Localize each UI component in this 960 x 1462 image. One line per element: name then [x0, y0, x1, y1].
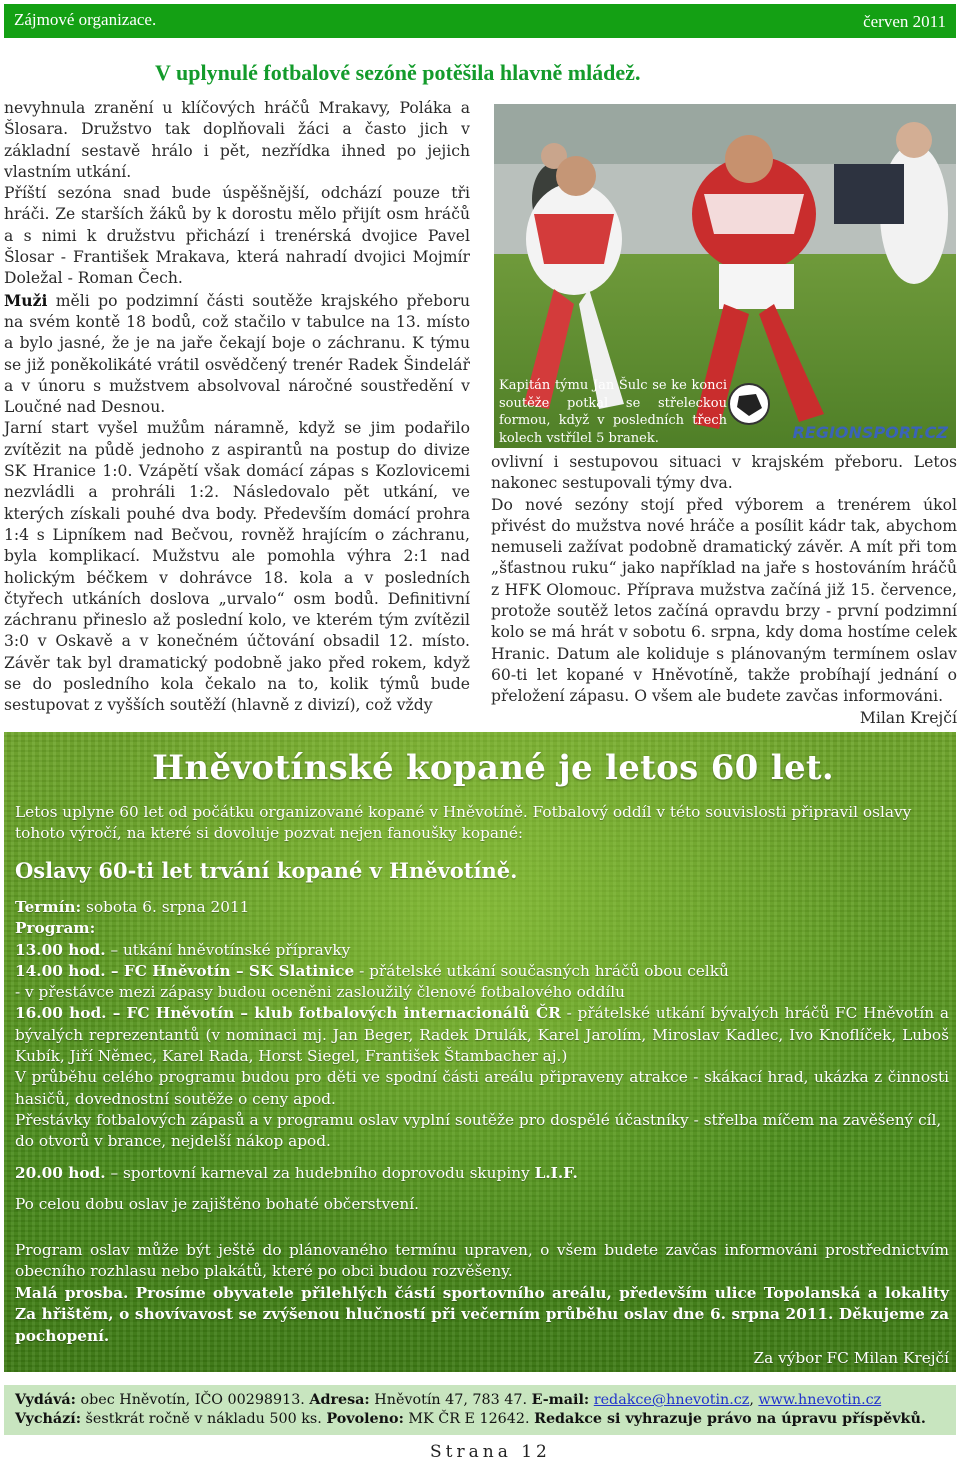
program-time: 20.00 hod. [15, 1163, 106, 1182]
program-item [15, 961, 949, 982]
website-link[interactable]: www.hnevotin.cz [758, 1392, 882, 1408]
program-match: – FC Hněvotín – SK Slatinice [105, 961, 355, 980]
program-event: – utkání hněvotínské přípravky [105, 940, 351, 959]
program-event: – sportovní karneval za hudebního doprovodu skupiny [105, 1163, 535, 1182]
residents-request [15, 1283, 949, 1347]
paragraph: nevyhnula zranění u klíčových hráčů Mrakavy, Poláka a Šlosara. Družstvo tak doplňovali žáci a často jich v základní sestavě hrálo i pět, nezřídka ihned po jejich vlastním utkání. [4, 99, 470, 181]
program-item [15, 1163, 949, 1184]
footer-text: šestkrát ročně v nákladu 500 ks. [81, 1410, 327, 1427]
footer-label: Vychází: [15, 1410, 82, 1427]
paragraph-text: měli po podzimní části soutěže krajského přeboru na svém kontě 18 bodů, což stačilo v tabulce na 13. místo a bylo jasné, že je na jaře čekají boje o záchranu. K týmu se již poněkolikáté vrátil osvědčený trenér Radek Šindelář a v únoru s mužstvem absolvoval náročné soustředění v Loučné nad Desnou. [4, 291, 470, 417]
refreshments-note: Po celou dobu oslav je zajištěno bohaté občerstvení. [15, 1194, 419, 1213]
anniversary-intro: Letos uplyne 60 let od počátku organizované kopané v Hněvotíně. Fotbalový oddíl v této souvislosti připravil oslavy tohoto výročí, na které si dovoluje pozvat nejen fanoušky kopané: [15, 803, 912, 843]
committee-signature: Za výbor FC Milan Krejčí [753, 1349, 949, 1367]
band-name: L.I.F. [534, 1163, 578, 1182]
article-right-column [491, 452, 957, 729]
program-block [15, 897, 949, 1215]
program-label [15, 918, 949, 939]
program-note: - v přestávce mezi zápasy budou oceněni zasloužilý členové fotbalového oddílu [15, 983, 625, 1002]
footer-label: Redakce si vyhrazuje právo na úpravu příspěvků. [534, 1410, 926, 1427]
bold-lead: Muži [4, 290, 48, 310]
program-event: - přátelské utkání bývalých hráčů FC Hněvotín a bývalých reprezentantů (v nominaci mj. Jan Beger, Radek Drulák, Karel Jarolím, Miroslav Kadlec, Ivo Knoflíček, Luboš Kubík, Jiří Němec, Karel Rada, Horst Siegel, František Štambacher aj.) [15, 1004, 949, 1066]
footer-text: MK ČR E 12642. [403, 1410, 535, 1427]
photo-watermark: REGIONSPORT.CZ [792, 423, 948, 442]
term-line [15, 897, 949, 918]
section-name: Zájmové organizace. [14, 10, 157, 29]
paragraph: Jarní start vyšel mužům náramně, když se jim podařilo zvítězit na půdě jednoho z aspirantů na postup do divize SK Hranice 1:0. Vzápětí však domácí zápas s Kozlovicemi nezvládli a prohráli 1:2. Následovalo pět utkání, ve kterých získali pouhé dva body. Především domácí prohra 1:4 s Lipníkem nad Bečvou, rovněž hrajícím o záchranu, byla komplikací. Mužstvu ale pomohla výhra 2:1 nad holickým béčkem v dohrávce 18. kola a v posledních čtyřech utkáních doslova „urvalo“ osm bodů. Definitivní záchranu přineslo až poslední kolo, ve kterém tým zvítězil 3:0 v Oskavě a v konečném účtování obsadil 12. místo. Závěr tak byl dramatický podobně jako před rokem, když se do posledního kola čekalo na to, kolik týmů bude sestupovat z vyšších soutěží (hlavně z divizí), což vždy [4, 419, 470, 715]
paragraph: ovlivní i sestupovou situaci v krajském přeboru. Letos nakonec sestupovali týmy dva. [491, 453, 957, 493]
paragraph [4, 290, 470, 419]
footer-label: Povoleno: [326, 1410, 404, 1427]
page-number: Strana 12 [430, 1442, 551, 1462]
paragraph: Příští sezóna snad bude úspěšnější, odchází pouze tři hráči. Ze starších žáků by k dorostu mělo přijít osm hráčů a s nimi k družstvu přichází i trenérská dvojice Pavel Šlosar - František Mrakava, která nahradí dvojici Mojmír Doležal - Roman Čech. [4, 184, 470, 288]
program-time: 13.00 hod. [15, 940, 106, 959]
issue-date: červen 2011 [863, 12, 946, 31]
kids-attractions: V průběhu celého programu budou pro děti ve spodní části areálu připraveny atrakce - skákací hrad, ukázka z činnosti hasičů, dovednostní soutěže o ceny apod. [15, 1068, 949, 1108]
program-item [15, 1003, 949, 1067]
article-left-column [4, 98, 470, 717]
photo-caption: Kapitán týmu Jan Šulc se ke konci soutěže potkal se střeleckou formou, když v posledních třech kolech vstřílel 5 branek. [499, 378, 727, 446]
footer-text: Hněvotín 47, 783 47. [369, 1392, 532, 1408]
footer-label: Vydává: [15, 1392, 76, 1408]
program-time: 16.00 hod. [15, 1004, 107, 1023]
footer-text: obec Hněvotín, IČO 00298913. [75, 1392, 310, 1408]
paragraph: Do nové sezóny stojí před výborem a trenérem úkol přivést do mužstva nové hráče a posílit kádr tak, abychom nemuseli zažívat podobně dramatický závěr. A mít při tom „šťastnou ruku“ jako například na jaře s hostováním hráčů z HFK Olomouc. Příprava mužstva začíná již 15. července, protože soutěž letos začíná opravdu brzy - první podzimní kolo se má hrát v sobotu 6. srpna, kdy doma hostíme celek Hranic. Datum ale koliduje s plánovaným termínem oslav 60-ti let kopané v Hněvotíně, takže probíhají jednání o přeložení zápasu. O všem ale budete zavčas informováni. [491, 495, 957, 706]
program-label-text: Program: [15, 919, 96, 938]
footer-line-1 [15, 1391, 945, 1410]
anniversary-title: Hněvotínské kopané je letos 60 let. [152, 748, 835, 788]
request-text: Malá prosba. Prosíme obyvatele přilehlých částí sportovního areálu, především ulice Topolanská a lokality Za hřištěm, o shovívavost se zvýšenou hlučností při večerním průběhu oslav dne 6. srpna 2011. Děkujeme za pochopení. [15, 1284, 949, 1345]
section-header-bar [4, 4, 956, 38]
publisher-footer [4, 1385, 956, 1435]
footer-line-2 [15, 1410, 945, 1429]
article-headline: V uplynulé fotbalové sezóně potěšila hlavně mládež. [155, 60, 641, 85]
anniversary-section [4, 732, 956, 1372]
celebration-subtitle: Oslavy 60-ti let trvání kopané v Hněvotíně. [15, 858, 518, 883]
term-label: Termín: [15, 898, 82, 916]
program-change-note: Program oslav může být ještě do plánovaného termínu upraven, o všem budete zavčas informováni prostřednictvím obecního rozhlasu nebo plakátů, které po obci budou rozvěšeny. [15, 1241, 949, 1281]
footer-label: Adresa: [309, 1392, 370, 1408]
term-value: sobota 6. srpna 2011 [81, 898, 250, 916]
program-match: – FC Hněvotín – klub fotbalových internacionálů ČR [106, 1004, 561, 1023]
footer-label: E-mail: [531, 1392, 590, 1408]
program-event: - přátelské utkání současných hráčů obou celků [354, 961, 729, 980]
program-item [15, 940, 949, 961]
program-time: 14.00 hod. [15, 961, 106, 980]
footer-separator: , [749, 1392, 759, 1408]
author-signature: Milan Krejčí [859, 708, 957, 727]
email-link[interactable]: redakce@hnevotin.cz [593, 1392, 750, 1408]
adult-competitions: Přestávky fotbalových zápasů a v programu oslav vyplní soutěže pro dospělé účastníky - střelba míčem na zavěšený cíl, do otvorů v brance, nejdelší nákop apod. [15, 1110, 942, 1151]
